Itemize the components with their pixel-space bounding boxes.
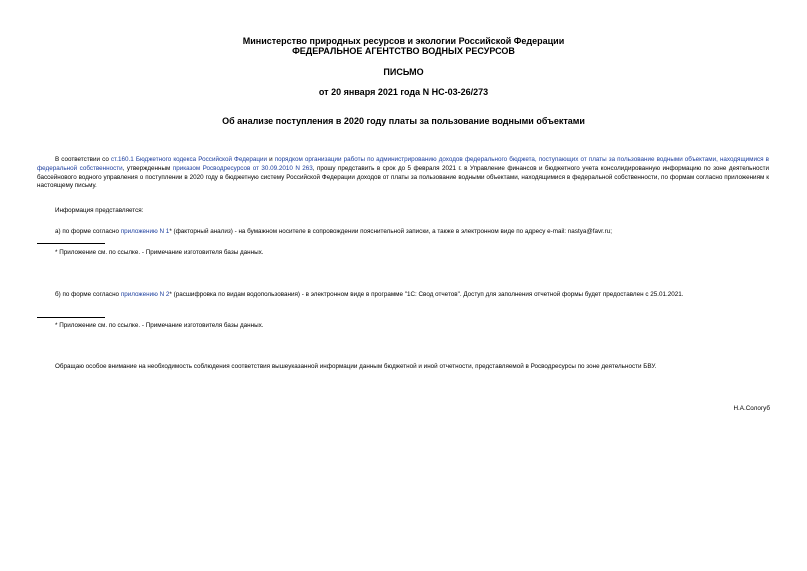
ministry-title: Министерство природных ресурсов и экологии Российской Федерации	[242, 36, 565, 46]
p1-text-4: , прошу представить в срок до 5 февраля 2021 г. в Управление финансов и бюджетного учета консолидированную информацию по зоне деятельности бассейнового водного управления о поступлении в 2020 году в бюджетную систему Российской Федерации доходов от платы за пользование водными объектами, находящимися в федеральной собственности, по формам согласно приложениям к настоящему письму.	[37, 164, 769, 190]
pa-text-1: а) по форме согласно	[55, 228, 121, 235]
p1-text-3: , утвержденным	[122, 164, 173, 172]
budget-code-link[interactable]: ст.160.1 Бюджетного кодекса Российской Федерации	[110, 156, 268, 163]
pb-text-2: * (расшифровка по видам водопользования) - в электронном виде в программе "1С: Свод отчетов". Доступ для заполнения отчетной формы будет предоставлен с 25.01.2021.	[169, 291, 684, 298]
admin-procedure-link[interactable]: порядком организации работы по администрированию доходов федерального бюджета, поступающих от платы за пользование водными объектами, находящимися в федеральной собственности	[37, 156, 769, 172]
order-263-link[interactable]: приказом Росводресурсов от 30.09.2010 N 263	[172, 164, 313, 172]
appendix-2-link[interactable]: приложению N 2	[120, 291, 170, 298]
paragraph-main	[37, 156, 769, 191]
footnote-1: * Приложение см. по ссылке. - Примечание изготовителя базы данных.	[55, 249, 264, 256]
footnote-divider-1	[37, 243, 105, 244]
p1-text-2: и	[267, 156, 275, 163]
pb-text-1: б) по форме согласно	[55, 291, 121, 298]
document-subject: Об анализе поступления в 2020 году платы за пользование водными объектами	[222, 116, 585, 126]
paragraph-a	[37, 228, 769, 237]
paragraph-b	[37, 291, 769, 300]
signature: Н.А.Сологуб	[733, 405, 770, 412]
paragraph-final: Обращаю особое внимание на необходимость соблюдения соответствия вышеуказанной информации данным бюджетной и иной отчетности, представляемой в Росводресурсы по зоне деятельности БВУ.	[55, 363, 657, 370]
footnote-2: * Приложение см. по ссылке. - Примечание изготовителя базы данных.	[55, 322, 264, 329]
document-type: ПИСЬМО	[383, 67, 424, 77]
footnote-divider-2	[37, 317, 105, 318]
document-date-number: от 20 января 2021 года N НС-03-26/273	[318, 87, 489, 97]
appendix-1-link[interactable]: приложению N 1	[120, 228, 170, 235]
p1-text-1: В соответствии со	[55, 156, 111, 163]
agency-title: ФЕДЕРАЛЬНОЕ АГЕНТСТВО ВОДНЫХ РЕСУРСОВ	[292, 46, 515, 56]
pa-text-2: * (факторный анализ) - на бумажном носителе в сопровождении пояснительной записки, а также в электронном виде по адресу e-mail: nastya@favr.ru;	[169, 228, 612, 235]
paragraph-info: Информация представляется:	[55, 207, 144, 214]
